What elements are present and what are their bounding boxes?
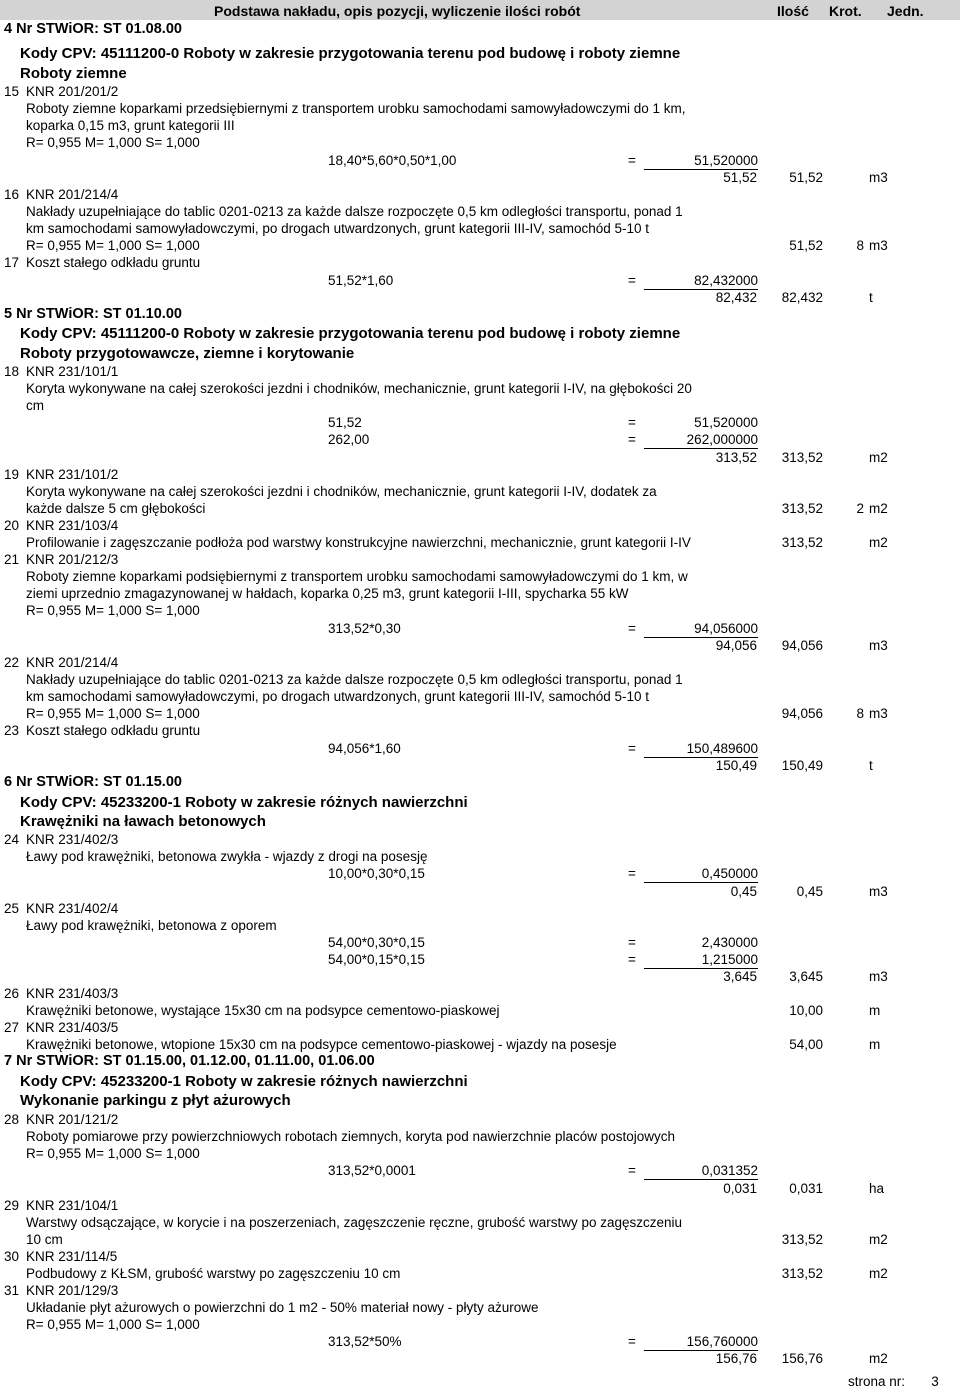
item-code: KNR 201/214/4 — [26, 187, 119, 202]
quantity-value: 10,00 — [789, 1003, 823, 1018]
calc-equals: = — [628, 273, 636, 288]
quantity-value: 94,056 — [781, 706, 823, 721]
item-code: KNR 201/129/3 — [26, 1283, 119, 1298]
item-description: Nakłady uzupełniające do tablic 0201-0213 za każde dalsze rozpoczęte 0,5 km odległości transportu, ponad 1 — [26, 672, 683, 687]
item-description: Nakłady uzupełniające do tablic 0201-0213 za każde dalsze rozpoczęte 0,5 km odległości transportu, ponad 1 — [26, 204, 683, 219]
quantity-value: 156,76 — [781, 1351, 823, 1366]
item-description: Roboty pomiarowe przy powierzchniowych robotach ziemnych, koryta pod nawierzchnie placów postojowych — [26, 1129, 676, 1144]
item-code: Koszt stałego odkładu gruntu — [26, 255, 201, 270]
item-code: KNR 201/212/3 — [26, 552, 119, 567]
calc-result: 0,031352 — [644, 1162, 758, 1180]
quantity-value: 51,52 — [789, 238, 823, 253]
unit-value: m3 — [869, 238, 888, 253]
multiplier-value: 8 — [856, 706, 864, 721]
quantity-value: 313,52 — [781, 1266, 823, 1281]
calc-equals: = — [628, 935, 636, 950]
unit-value: m2 — [869, 1266, 888, 1281]
calc-expression: 18,40*5,60*0,50*1,00 — [328, 153, 457, 168]
calc-result: 51,520000 — [644, 152, 758, 170]
section-subheading: Kody CPV: 45111200-0 Roboty w zakresie przygotowania terenu pod budowę i roboty ziemne — [20, 45, 681, 62]
calc-expression: 262,00 — [328, 432, 370, 447]
quantity-value: 150,49 — [781, 758, 823, 773]
quantity-value: 82,432 — [781, 290, 823, 305]
calc-equals: = — [628, 621, 636, 636]
item-description: Roboty ziemne koparkami podsiębiernymi z transportem urobku samochodami samowyładowczymi do 1 km, w — [26, 569, 688, 584]
subtotal-value: 150,49 — [715, 758, 757, 773]
quantity-value: 0,45 — [796, 884, 823, 899]
item-description: Ławy pod krawężniki, betonowa zwykła - wjazdy z drogi na posesję — [26, 849, 428, 864]
item-description: R= 0,955 M= 1,000 S= 1,000 — [26, 135, 200, 150]
multiplier-value: 2 — [856, 501, 864, 516]
item-description: koparka 0,15 m3, grunt kategorii III — [26, 118, 235, 133]
quantity-value: 51,52 — [789, 170, 823, 185]
unit-value: t — [869, 758, 873, 773]
header-quantity: Ilość — [777, 3, 809, 19]
quantity-value: 54,00 — [789, 1037, 823, 1052]
quantity-value: 313,52 — [781, 1232, 823, 1247]
quantity-value: 0,031 — [789, 1181, 823, 1196]
unit-value: m — [869, 1003, 881, 1018]
item-number: 20 — [4, 518, 20, 533]
item-description: 10 cm — [26, 1232, 63, 1247]
item-description: Koryta wykonywane na całej szerokości jezdni i chodników, mechanicznie, grunt kategorii I-IV, dodatek za — [26, 484, 657, 499]
calc-equals: = — [628, 741, 636, 756]
item-code: KNR 231/114/5 — [26, 1249, 118, 1264]
section-subheading: Wykonanie parkingu z płyt ażurowych — [20, 1092, 291, 1109]
item-number: 22 — [4, 655, 20, 670]
item-number: 26 — [4, 986, 20, 1001]
quantity-value: 94,056 — [781, 638, 823, 653]
subtotal-value: 156,76 — [715, 1351, 757, 1366]
item-number: 31 — [4, 1283, 20, 1298]
calc-result: 1,215000 — [644, 951, 758, 969]
subtotal-value: 82,432 — [715, 290, 757, 305]
item-code: KNR 201/201/2 — [26, 84, 119, 99]
calc-expression: 313,52*0,0001 — [328, 1163, 416, 1178]
section-subheading: Roboty przygotowawcze, ziemne i korytowanie — [20, 345, 355, 362]
unit-value: t — [869, 290, 873, 305]
calc-expression: 51,52*1,60 — [328, 273, 394, 288]
unit-value: m2 — [869, 1232, 888, 1247]
item-description: Krawężniki betonowe, wystające 15x30 cm na podsypce cementowo-piaskowej — [26, 1003, 500, 1018]
item-code: KNR 231/101/1 — [26, 364, 119, 379]
unit-value: m3 — [869, 638, 888, 653]
calc-equals: = — [628, 952, 636, 967]
item-description: cm — [26, 398, 44, 413]
calc-result: 2,430000 — [701, 935, 758, 950]
quantity-value: 3,645 — [789, 969, 823, 984]
unit-value: m2 — [869, 501, 888, 516]
section-subheading: Krawężniki na ławach betonowych — [20, 813, 266, 830]
unit-value: m2 — [869, 1351, 888, 1366]
item-description: km samochodami samowyładowczymi, po drogach utwardzonych, grunt kategorii III-IV, samochód 5-10 t — [26, 689, 650, 704]
item-number: 30 — [4, 1249, 20, 1264]
item-description: Warstwy odsączające, w korycie i na poszerzeniach, zagęszczenie ręczne, grubość warstwy po zagęszczeniu — [26, 1215, 683, 1230]
item-number: 17 — [4, 255, 20, 270]
item-code: KNR 201/214/4 — [26, 655, 119, 670]
unit-value: m2 — [869, 450, 888, 465]
calc-result: 51,520000 — [694, 415, 758, 430]
item-number: 25 — [4, 901, 20, 916]
item-description: Ławy pod krawężniki, betonowa z oporem — [26, 918, 277, 933]
header-unit: Jedn. — [887, 3, 924, 19]
section-subheading: Roboty ziemne — [20, 65, 127, 82]
unit-value: m3 — [869, 170, 888, 185]
item-description: km samochodami samowyładowczymi, po drogach utwardzonych, grunt kategorii III-IV, samochód 5-10 t — [26, 221, 650, 236]
section-heading: 6 Nr STWiOR: ST 01.15.00 — [4, 774, 182, 790]
unit-value: m2 — [869, 535, 888, 550]
item-number: 28 — [4, 1112, 20, 1127]
calc-equals: = — [628, 866, 636, 881]
calc-expression: 94,056*1,60 — [328, 741, 401, 756]
page-number: 3 — [931, 1374, 939, 1389]
item-code: KNR 231/403/3 — [26, 986, 119, 1001]
page-footer — [848, 1374, 939, 1389]
unit-value: m3 — [869, 884, 888, 899]
calc-result: 82,432000 — [644, 272, 758, 290]
item-number: 19 — [4, 467, 20, 482]
calc-equals: = — [628, 153, 636, 168]
calc-expression: 54,00*0,15*0,15 — [328, 952, 425, 967]
section-subheading: Kody CPV: 45233200-1 Roboty w zakresie różnych nawierzchni — [20, 1073, 468, 1090]
unit-value: m — [869, 1037, 881, 1052]
item-description: R= 0,955 M= 1,000 S= 1,000 — [26, 238, 200, 253]
item-description: R= 0,955 M= 1,000 S= 1,000 — [26, 603, 200, 618]
calc-equals: = — [628, 415, 636, 430]
item-code: KNR 231/104/1 — [26, 1198, 119, 1213]
item-number: 24 — [4, 832, 20, 847]
item-number: 23 — [4, 723, 20, 738]
item-number: 21 — [4, 552, 20, 567]
calc-equals: = — [628, 1334, 636, 1349]
subtotal-value: 51,52 — [723, 170, 757, 185]
item-description: Krawężniki betonowe, wtopione 15x30 cm na podsypce cementowo-piaskowej - wjazdy na posesje — [26, 1037, 617, 1052]
calc-result: 150,489600 — [644, 740, 758, 758]
unit-value: m3 — [869, 969, 888, 984]
item-description: Profilowanie i zagęszczanie podłoża pod warstwy konstrukcyjne nawierzchni, mechanicznie, grunt kategorii I-IV — [26, 535, 691, 550]
item-code: KNR 231/403/5 — [26, 1020, 119, 1035]
item-code: KNR 201/121/2 — [26, 1112, 119, 1127]
header-multiplier: Krot. — [829, 3, 862, 19]
subtotal-value: 0,031 — [723, 1181, 757, 1196]
section-heading: 7 Nr STWiOR: ST 01.15.00, 01.12.00, 01.11.00, 01.06.00 — [4, 1053, 375, 1069]
unit-value: ha — [869, 1181, 885, 1196]
subtotal-value: 3,645 — [723, 969, 757, 984]
item-number: 18 — [4, 364, 20, 379]
calc-result: 156,760000 — [644, 1333, 758, 1351]
quantity-value: 313,52 — [781, 501, 823, 516]
subtotal-value: 313,52 — [715, 450, 757, 465]
item-code: KNR 231/402/3 — [26, 832, 119, 847]
item-number: 27 — [4, 1020, 20, 1035]
calc-expression: 313,52*0,30 — [328, 621, 401, 636]
item-description: R= 0,955 M= 1,000 S= 1,000 — [26, 1317, 200, 1332]
item-description: Roboty ziemne koparkami przedsiębiernymi z transportem urobku samochodami samowyładowczymi do 1 km, — [26, 101, 686, 116]
multiplier-value: 8 — [856, 238, 864, 253]
item-code: Koszt stałego odkładu gruntu — [26, 723, 201, 738]
item-code: KNR 231/101/2 — [26, 467, 119, 482]
calc-expression: 54,00*0,30*0,15 — [328, 935, 425, 950]
subtotal-value: 0,45 — [730, 884, 757, 899]
item-description: każde dalsze 5 cm głębokości — [26, 501, 206, 516]
calc-expression: 51,52 — [328, 415, 362, 430]
calc-result: 262,000000 — [644, 431, 758, 449]
item-description: Koryta wykonywane na całej szerokości jezdni i chodników, mechanicznie, grunt kategorii I-IV, na głębokości 20 — [26, 381, 692, 396]
item-description: R= 0,955 M= 1,000 S= 1,000 — [26, 706, 200, 721]
quantity-value: 313,52 — [781, 535, 823, 550]
calc-expression: 313,52*50% — [328, 1334, 402, 1349]
section-heading: 5 Nr STWiOR: ST 01.10.00 — [4, 306, 182, 322]
calc-result: 0,450000 — [644, 865, 758, 883]
calc-expression: 10,00*0,30*0,15 — [328, 866, 425, 881]
item-code: KNR 231/103/4 — [26, 518, 119, 533]
calc-result: 94,056000 — [644, 620, 758, 638]
section-subheading: Kody CPV: 45233200-1 Roboty w zakresie różnych nawierzchni — [20, 794, 468, 811]
header-description: Podstawa nakładu, opis pozycji, wyliczenie ilości robót — [214, 3, 581, 19]
section-subheading: Kody CPV: 45111200-0 Roboty w zakresie przygotowania terenu pod budowę i roboty ziemne — [20, 325, 681, 342]
item-description: Podbudowy z KŁSM, grubość warstwy po zagęszczeniu 10 cm — [26, 1266, 401, 1281]
subtotal-value: 94,056 — [715, 638, 757, 653]
calc-equals: = — [628, 1163, 636, 1178]
section-heading: 4 Nr STWiOR: ST 01.08.00 — [4, 21, 182, 37]
item-description: Układanie płyt ażurowych o powierzchni do 1 m2 - 50% materiał nowy - płyty ażurowe — [26, 1300, 539, 1315]
item-code: KNR 231/402/4 — [26, 901, 119, 916]
item-number: 15 — [4, 84, 20, 99]
item-number: 16 — [4, 187, 20, 202]
item-description: R= 0,955 M= 1,000 S= 1,000 — [26, 1146, 200, 1161]
unit-value: m3 — [869, 706, 888, 721]
quantity-value: 313,52 — [781, 450, 823, 465]
item-description: ziemi uprzednio zmagazynowanej w hałdach, koparka 0,25 m3, grunt kategorii I-III, spycharka 55 kW — [26, 586, 629, 601]
page-label: strona nr: — [848, 1374, 906, 1389]
calc-equals: = — [628, 432, 636, 447]
item-number: 29 — [4, 1198, 20, 1213]
